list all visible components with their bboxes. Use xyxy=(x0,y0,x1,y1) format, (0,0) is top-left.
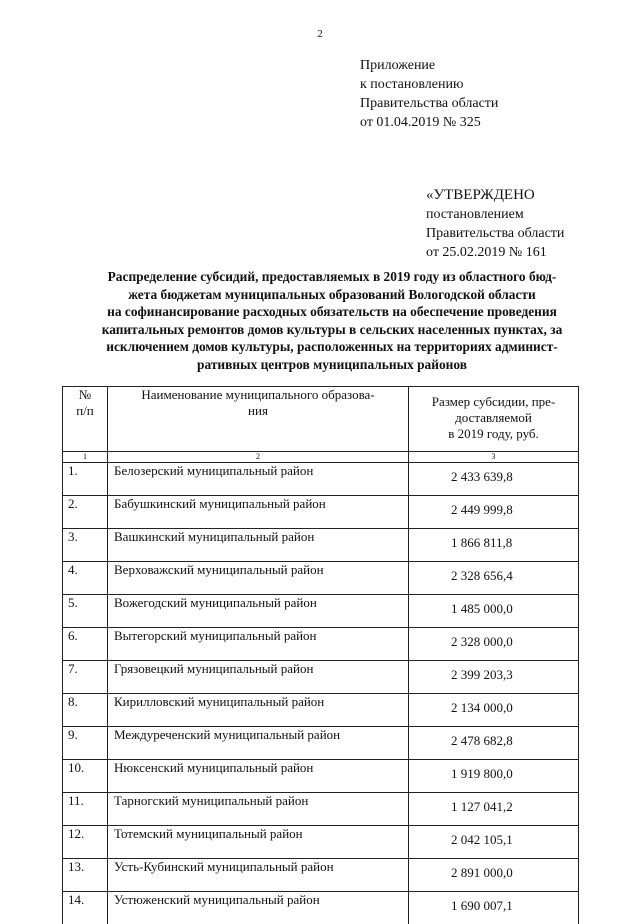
header-amount-line: Размер субсидии, пре- xyxy=(409,394,578,410)
row-district: Междуреченский муниципальный район xyxy=(108,727,409,760)
row-number: 5. xyxy=(63,595,108,628)
column-index: 1 xyxy=(63,452,108,463)
table-row xyxy=(63,628,579,661)
row-district: Верховажский муниципальный район xyxy=(108,562,409,595)
header-number-line: № xyxy=(63,387,107,403)
approved-line: «УТВЕРЖДЕНО xyxy=(426,186,564,205)
appendix-line: Правительства области xyxy=(360,94,498,113)
approved-line: от 25.02.2019 № 161 xyxy=(426,243,564,262)
header-name-line: ния xyxy=(108,403,408,419)
row-amount: 2 478 682,8 xyxy=(409,727,579,760)
row-amount: 2 042 105,1 xyxy=(409,826,579,859)
table-row xyxy=(63,826,579,859)
row-district: Вожегодский муниципальный район xyxy=(108,595,409,628)
header-amount-line: в 2019 году, руб. xyxy=(409,426,578,442)
row-amount: 1 127 041,2 xyxy=(409,793,579,826)
row-district: Вытегорский муниципальный район xyxy=(108,628,409,661)
table-row xyxy=(63,529,579,562)
header-number xyxy=(63,387,108,452)
row-number: 1. xyxy=(63,463,108,496)
approved-block xyxy=(426,186,564,262)
row-district: Бабушкинский муниципальный район xyxy=(108,496,409,529)
row-district: Вашкинский муниципальный район xyxy=(108,529,409,562)
row-amount: 1 866 811,8 xyxy=(409,529,579,562)
appendix-block xyxy=(360,56,498,132)
subsidy-table xyxy=(62,386,579,924)
column-index-row xyxy=(63,452,579,463)
header-name-line: Наименование муниципального образова- xyxy=(108,387,408,403)
row-amount: 2 449 999,8 xyxy=(409,496,579,529)
table-row xyxy=(63,661,579,694)
row-amount: 2 433 639,8 xyxy=(409,463,579,496)
appendix-line: от 01.04.2019 № 325 xyxy=(360,113,498,132)
row-amount: 1 485 000,0 xyxy=(409,595,579,628)
table-row xyxy=(63,463,579,496)
row-amount: 2 399 203,3 xyxy=(409,661,579,694)
row-amount: 2 134 000,0 xyxy=(409,694,579,727)
header-name xyxy=(108,387,409,452)
table-row xyxy=(63,892,579,924)
column-index: 3 xyxy=(409,452,579,463)
row-number: 3. xyxy=(63,529,108,562)
header-amount xyxy=(409,387,579,452)
row-amount: 2 328 656,4 xyxy=(409,562,579,595)
approved-line: Правительства области xyxy=(426,224,564,243)
table-row xyxy=(63,562,579,595)
document-title xyxy=(64,268,600,373)
title-line: ративных центров муниципальных районов xyxy=(64,356,600,374)
row-number: 7. xyxy=(63,661,108,694)
row-district: Белозерский муниципальный район xyxy=(108,463,409,496)
row-district: Тотемский муниципальный район xyxy=(108,826,409,859)
row-district: Устюженский муниципальный район xyxy=(108,892,409,924)
row-number: 4. xyxy=(63,562,108,595)
header-amount-line: доставляемой xyxy=(409,410,578,426)
table-row xyxy=(63,496,579,529)
row-number: 8. xyxy=(63,694,108,727)
header-number-line: п/п xyxy=(63,403,107,419)
row-number: 9. xyxy=(63,727,108,760)
table-row xyxy=(63,859,579,892)
table-row xyxy=(63,793,579,826)
row-amount: 1 690 007,1 xyxy=(409,892,579,924)
row-amount: 2 328 000,0 xyxy=(409,628,579,661)
row-district: Тарногский муниципальный район xyxy=(108,793,409,826)
row-number: 13. xyxy=(63,859,108,892)
row-number: 6. xyxy=(63,628,108,661)
page-number: 2 xyxy=(0,28,640,40)
row-number: 14. xyxy=(63,892,108,924)
title-line: Распределение субсидий, предоставляемых в 2019 году из областного бюд- xyxy=(64,268,600,286)
row-number: 10. xyxy=(63,760,108,793)
table-header-row xyxy=(63,387,579,452)
row-district: Нюксенский муниципальный район xyxy=(108,760,409,793)
row-district: Грязовецкий муниципальный район xyxy=(108,661,409,694)
column-index: 2 xyxy=(108,452,409,463)
row-district: Кирилловский муниципальный район xyxy=(108,694,409,727)
row-number: 12. xyxy=(63,826,108,859)
title-line: капитальных ремонтов домов культуры в сельских населенных пунктах, за xyxy=(64,321,600,339)
row-district: Усть-Кубинский муниципальный район xyxy=(108,859,409,892)
table-row xyxy=(63,595,579,628)
appendix-line: Приложение xyxy=(360,56,498,75)
table-row xyxy=(63,727,579,760)
table-row xyxy=(63,760,579,793)
title-line: на софинансирование расходных обязательств на обеспечение проведения xyxy=(64,303,600,321)
table-row xyxy=(63,694,579,727)
appendix-line: к постановлению xyxy=(360,75,498,94)
title-line: жета бюджетам муниципальных образований Вологодской области xyxy=(64,286,600,304)
row-number: 2. xyxy=(63,496,108,529)
row-amount: 2 891 000,0 xyxy=(409,859,579,892)
row-amount: 1 919 800,0 xyxy=(409,760,579,793)
approved-line: постановлением xyxy=(426,205,564,224)
title-line: исключением домов культуры, расположенных на территориях админист- xyxy=(64,338,600,356)
row-number: 11. xyxy=(63,793,108,826)
